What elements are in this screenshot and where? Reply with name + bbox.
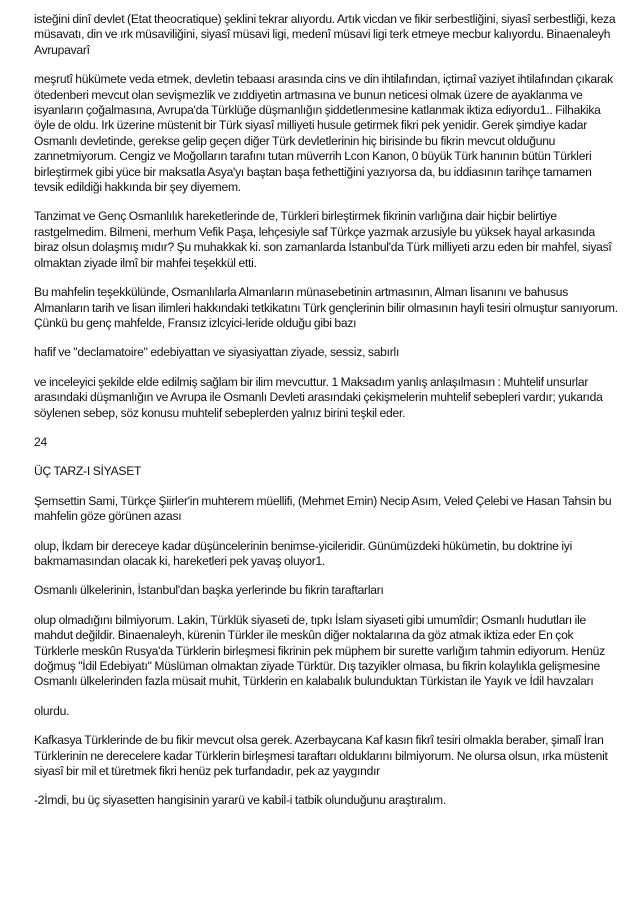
paragraph-13: -2İmdi, bu üç siyasetten hangisinin yararü ve kabil-i tatbik olunduğunu araştıralım. xyxy=(34,793,446,808)
page-number: 24 xyxy=(34,434,47,449)
paragraph-9: Osmanlı ülkelerinin, İstanbul'dan başka yerlerinde bu fikrin taraftarları xyxy=(34,583,384,598)
paragraph-5: hafif ve "declamatoire" edebiyattan ve siyasiyattan ziyade, sessiz, sabırlı xyxy=(34,345,400,360)
paragraph-4: Bu mahfelin teşekkülünde, Osmanlılarla Almanların münasebetinin artmasının, Alman lisanını ve bahusus Almanların tarih ve lisan ilimleri hakkındaki tetkikatını Türk gençlerinin bilir olmasının hayli tesiri olmuştur sanıyorum. Çünkü bu genç mahfelde, Fransız izlcyici-leride olduğu gibi bazı xyxy=(34,285,618,330)
paragraph-1: isteğini dinî devlet (Etat theocratique) şeklini tekrar alıyordu. Artık vicdan ve fikir serbestliğini, siyasî serbestliği, keza müsavatı, din ve ırk müsaviliğini, siyasî müsavi ligi, medenî müsavi ligi terk etmeye mecbur kalıyordu. Binaenaleyh Avrupavarî xyxy=(34,12,616,57)
paragraph-8: olup, İkdam bir dereceye kadar düşüncelerinin benimse-yicileridir. Günümüzdeki hükümetin, bu doktrine iyi bakmamasından olacak ki, hareketleri pek yavaş oluyor1. xyxy=(34,538,573,568)
running-header: ÜÇ TARZ-I SİYASET xyxy=(34,464,142,479)
paragraph-2: meşrutî hükümete veda etmek, devletin tebaası arasında cins ve din ihtilafından, içtimaî vaziyet ihtilafından çıkarak ötedenberi mevcut olan sevişmezlik ve zıddiyetin artmasına ve bunun neticesi olmak üzere de ayaklanma ve isyanların çoğalmasına, Avrupa'da Türklüğe düşmanlığın şiddetlenmesine katlanmak iktiza ediyordu1.. Filhakika öyle de oldu. Irk üzerine müstenit bir Türk siyasî milliyeti husule getirmek fikri pek yenidir. Gerek şimdiye kadar Osmanlı devletinde, gerekse gelip geçen diğer Türk devletlerinin hiç birisinde bu fikrin mevcut olduğunu zannetmiyorum. Cengiz ve Moğolların tarafını tutan müverrih Lcon Kanon, 0 büyük Türk hanının bütün Türkleri birleştirmek gibi yüce bir maksatla Asya'yı baştan başa fethettiğini yazıyorsa da, bu iddiasının tarihçe tamamen tevsik edildiği hakkında bir şey diyemem. xyxy=(34,72,613,195)
paragraph-12: Kafkasya Türklerinde de bu fikir mevcut olsa gerek. Azerbaycana Kaf kasın fikrî tesiri olmakla beraber, şimalî İran Türklerinin ne derecelere kadar Türklerin birleşmesi taraftarı olduklarını bilmiyorum. Ne olursa olsun, ırka müstenit siyasî bir mil et türetmek fikri henüz pek turfandadır, pek az yaygındır xyxy=(34,733,608,779)
paragraph-3: Tanzimat ve Genç Osmanlılık hareketlerinde de, Türkleri birleştirmek fikrinin varlığına dair hiçbir belirtiye rastgelmedim. Bilmeni, merhum Vefik Paşa, lehçesiyle saf Türkçe yazmak arzusiyle bu yüksek hayal arkasında biraz olsun dolaşmış mıdır? Şu muhakkak ki. son zamanlarda İstanbul'da Türk milliyeti arzu eden bir mahfel, siyasî olmaktan ziyade ilmî bir mahfei teşekkül etti. xyxy=(34,209,612,270)
paragraph-6: ve inceleyici şekilde elde edilmiş sağlam bir ilim mevcuttur. 1 Maksadım yanlış anlaşılmasın : Muhtelif unsurlar arasındaki düşmanlığın ve Avrupa ile Osmanlı Devleti arasındaki çekişmelerin muhtelif sebepleri vardır; yukarıda söylenen sebep, söz konusu muhtelif sebeplerden yalnız birini teşkil eder. xyxy=(34,374,603,420)
paragraph-11: olurdu. xyxy=(34,703,70,718)
paragraph-7: Şemsettin Sami, Türkçe Şiirler'in muhterem müellifi, (Mehmet Emin) Necip Asım, Veled Çelebi ve Hasan Tahsin bu mahfelin göze görünen azası xyxy=(34,493,612,524)
paragraph-10: olup olmadığını bilmiyorum. Lakin, Türklük siyaseti de, tıpkı İslam siyaseti gibi umumîdir; Osmanlı hudutları ile mahdut değildir. Binaenaleyh, kürenin Türkler ile meskûn diğer noktalarına da göz atmak iktiza eder En çok Türklerle meskûn Rusya'da Türklerin birleşmesi fikrinin pek müphem bir surette varlığım tahmin ediyorum. Henüz doğmuş "İdil Edebiyatı" Müslüman olmaktan ziyade Türktür. Dış tazyikler olmasa, bu fikrin kolaylıkla gelişmesine Osmanlı ülkelerinden fazla müsait muhit, Türklerin en kalabalık bulunduktan Türkistan ile Yayık ve İdil havzaları xyxy=(34,612,605,689)
